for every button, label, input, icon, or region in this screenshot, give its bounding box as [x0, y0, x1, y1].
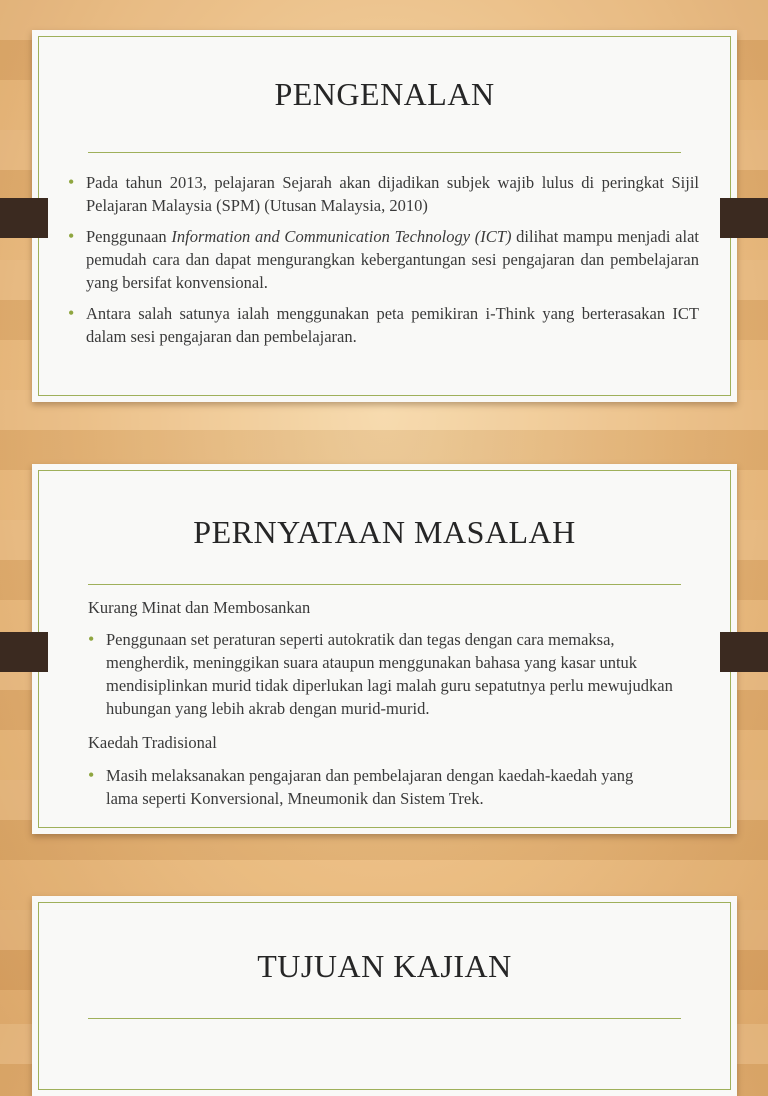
side-tab-left	[0, 632, 48, 672]
slide-pengenalan	[32, 30, 737, 402]
side-tab-left	[0, 198, 48, 238]
list-item	[68, 225, 699, 294]
slide-frame	[38, 902, 731, 1090]
list-item	[68, 171, 699, 217]
title-divider	[88, 152, 681, 153]
bullet-list	[88, 764, 657, 818]
title-divider	[88, 1018, 681, 1019]
bullet-emphasis: Information and Communication Technology (ICT)	[171, 227, 512, 246]
list-item: • Penggunaan set peraturan seperti autokratik dan tegas dengan cara memaksa, mengherdik, meninggikan suara ataupun menggunakan bahasa yang kasar untuk mendisiplinkan murid tidak diperlukan lagi malah guru sepatutnya perlu mewujudkan hubungan yang lebih akrab dengan murid-murid.	[88, 628, 681, 720]
bullet-list	[88, 628, 681, 728]
slide-pernyataan-masalah	[32, 464, 737, 834]
bullet-list	[68, 171, 699, 356]
bullet-text: Penggunaan	[86, 227, 172, 246]
title-divider	[88, 584, 681, 585]
bullet-text: Antara salah satunya ialah menggunakan peta pemikiran i-Think yang berterasakan ICT dalam sesi pengajaran dan pembelajaran.	[86, 304, 699, 346]
slide-title: PENGENALAN	[274, 76, 495, 112]
list-item: • Masih melaksanakan pengajaran dan pembelajaran dengan kaedah-kaedah yang lama seperti Konversional, Mneumonik dan Sistem Trek.	[88, 764, 657, 810]
slide-title: TUJUAN KAJIAN	[257, 948, 512, 984]
list-item	[68, 302, 699, 348]
section-heading: Kurang Minat dan Membosankan	[88, 598, 311, 617]
bullet-text: dilihat mampu menjadi alat pemudah cara dan dapat mengurangkan kebergantungan sesi pengajaran dan pembelajaran yang bersifat konvensional.	[86, 227, 699, 292]
slide-tujuan-kajian	[32, 896, 737, 1096]
side-tab-right	[720, 198, 768, 238]
slide-title: PERNYATAAN MASALAH	[193, 514, 576, 550]
side-tab-right	[720, 632, 768, 672]
bullet-text: Pada tahun 2013, pelajaran Sejarah akan dijadikan subjek wajib lulus di peringkat Sijil Pelajaran Malaysia (SPM) (Utusan Malaysia, 2010)	[86, 173, 699, 215]
section-heading: Kaedah Tradisional	[88, 733, 217, 752]
